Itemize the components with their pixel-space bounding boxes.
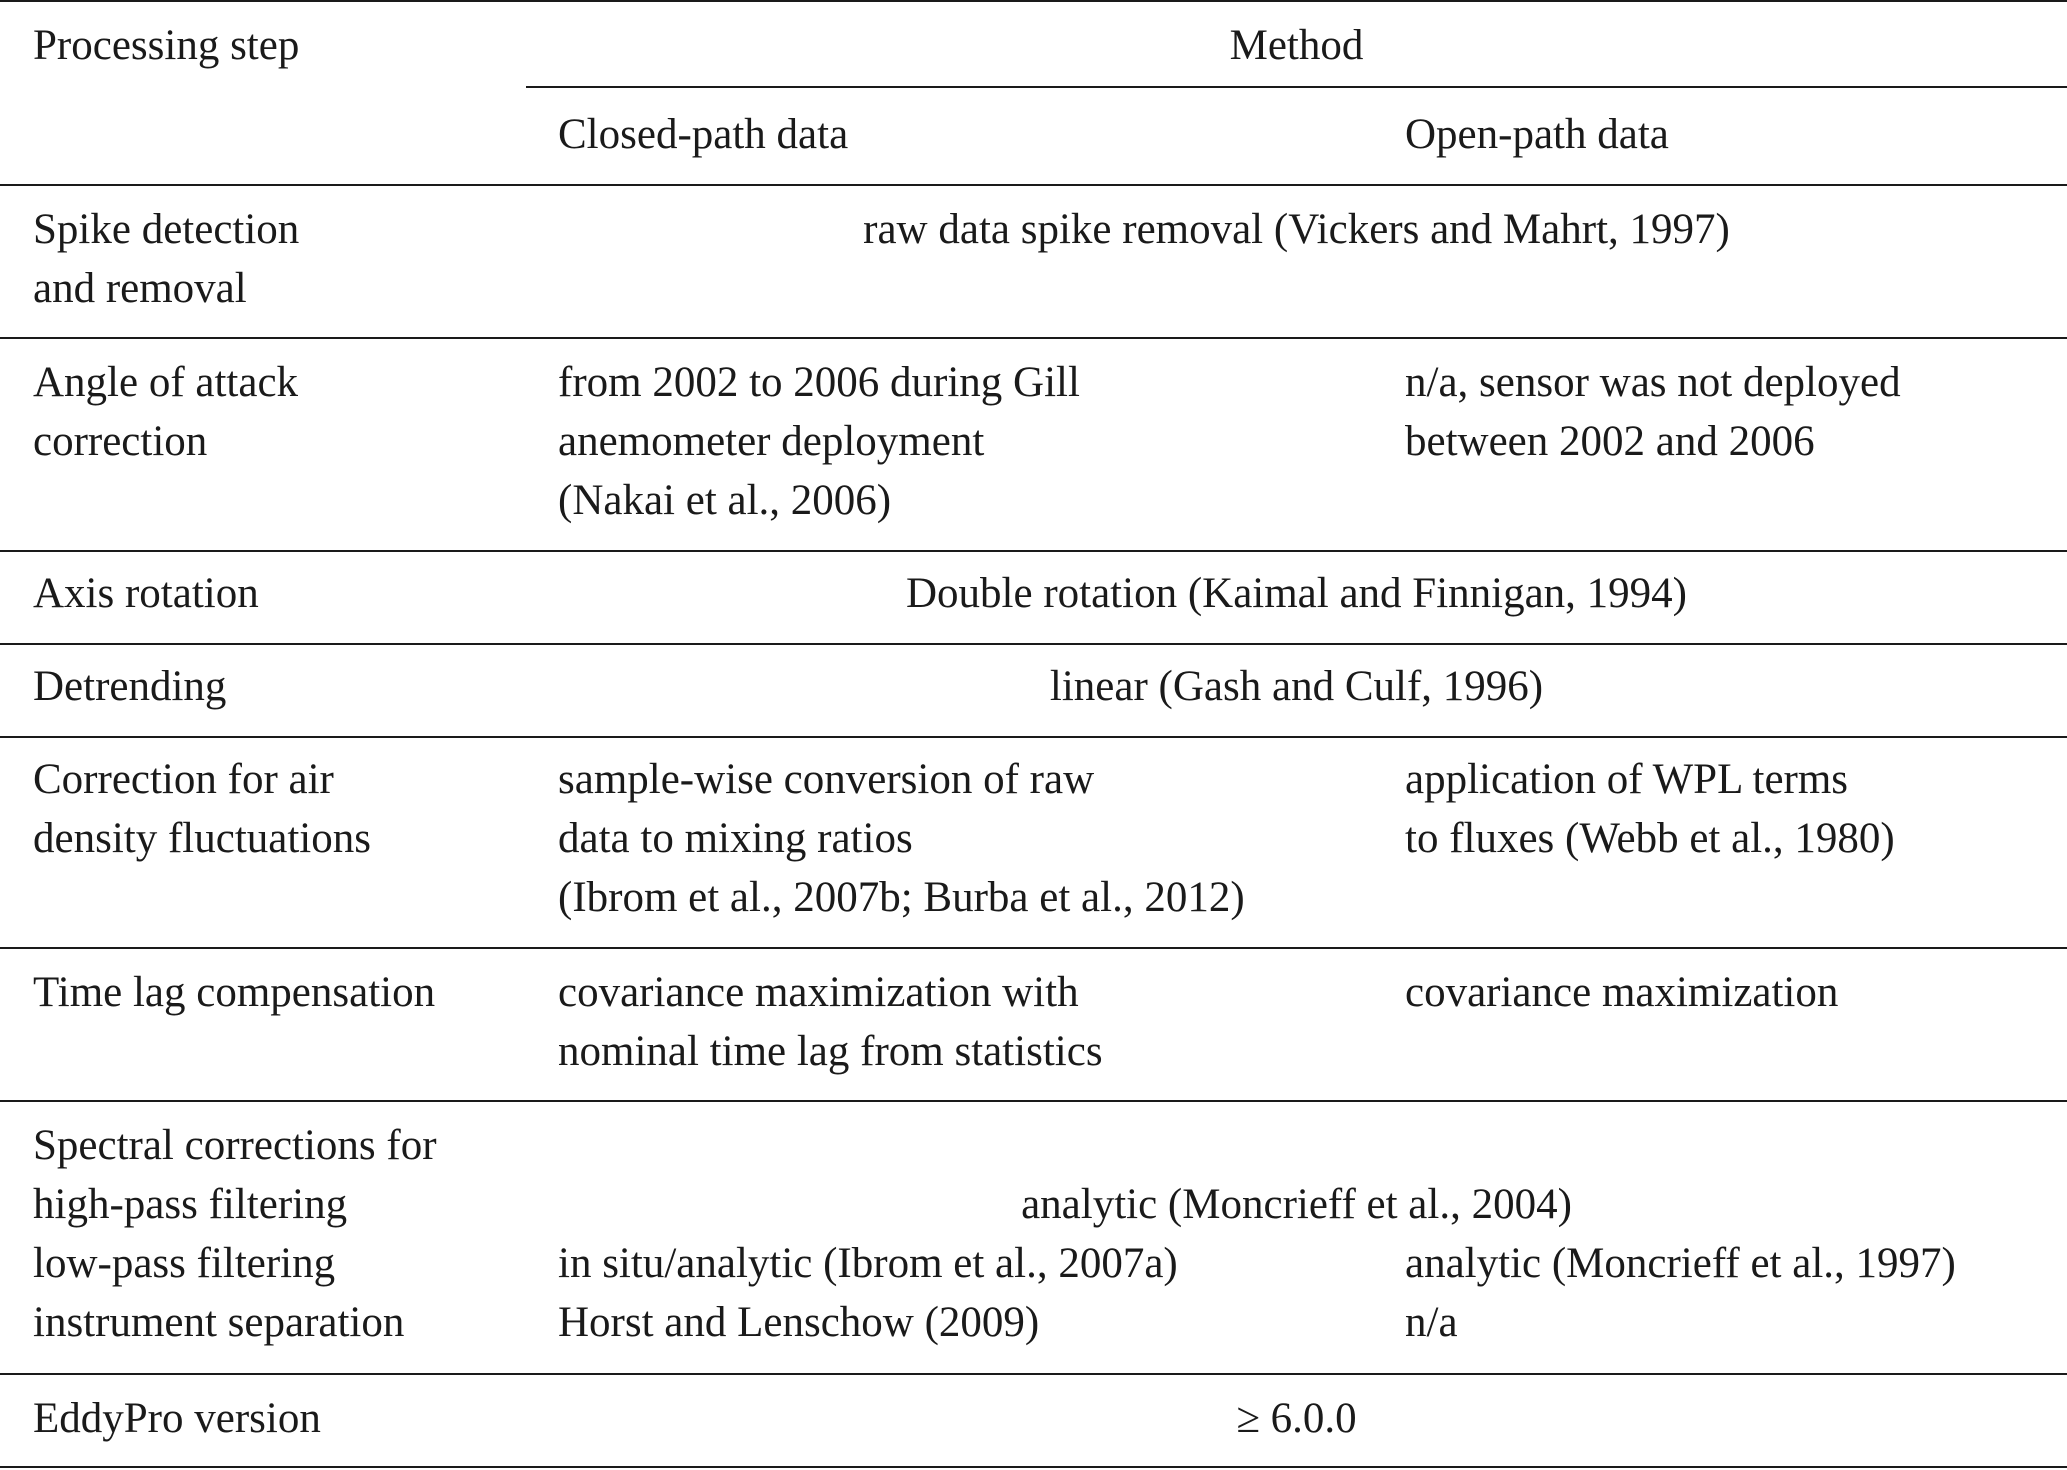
method-both: raw data spike removal (Vickers and Mahrt, 1997) [863, 206, 1730, 253]
method-both: Double rotation (Kaimal and Finnigan, 1994) [905, 570, 1687, 617]
step-label: Spike detection [33, 206, 300, 253]
open-method: between 2002 and 2006 [1405, 418, 1815, 465]
method-rule [526, 86, 2067, 88]
closed-method: (Nakai et al., 2006) [558, 477, 892, 524]
separation-closed: Horst and Lenschow (2009) [558, 1299, 1040, 1346]
step-label: Angle of attack [33, 359, 299, 406]
row-rule-angle [0, 550, 2067, 552]
header-processing-step: Processing step [33, 22, 300, 69]
row-rule-detrend [0, 736, 2067, 738]
lowpass-closed: in situ/analytic (Ibrom et al., 2007a) [558, 1240, 1178, 1287]
method-both: ≥ 6.0.0 [1236, 1395, 1357, 1442]
closed-method: from 2002 to 2006 during Gill [558, 359, 1080, 406]
row-rule-spectral [0, 1373, 2067, 1375]
step-label: and removal [33, 265, 247, 312]
header-open-path: Open-path data [1405, 111, 1669, 158]
step-label: EddyPro version [33, 1395, 321, 1442]
open-method: covariance maximization [1405, 969, 1839, 1016]
step-label: Time lag compensation [33, 969, 436, 1016]
step-label: Axis rotation [33, 570, 259, 617]
header-bottom-rule [0, 184, 2067, 186]
bottom-rule [0, 1466, 2067, 1468]
step-label: low-pass filtering [33, 1240, 336, 1287]
row-rule-spike [0, 337, 2067, 339]
separation-open: n/a [1405, 1299, 1458, 1346]
step-label: density fluctuations [33, 815, 371, 862]
step-label: instrument separation [33, 1299, 405, 1346]
closed-method: nominal time lag from statistics [558, 1028, 1103, 1075]
header-closed-path: Closed-path data [558, 111, 849, 158]
lowpass-open: analytic (Moncrieff et al., 1997) [1405, 1240, 1956, 1287]
method-both: linear (Gash and Culf, 1996) [1049, 663, 1544, 710]
row-rule-density [0, 947, 2067, 949]
step-label: Correction for air [33, 756, 334, 803]
header-method: Method [1229, 22, 1364, 69]
closed-method: covariance maximization with [558, 969, 1079, 1016]
closed-method: sample-wise conversion of raw [558, 756, 1095, 803]
row-rule-axis [0, 643, 2067, 645]
step-label: Spectral corrections for [33, 1122, 437, 1169]
open-method: application of WPL terms [1405, 756, 1849, 803]
step-label: correction [33, 418, 208, 465]
closed-method: data to mixing ratios [558, 815, 913, 862]
highpass-method-both: analytic (Moncrieff et al., 2004) [1021, 1181, 1572, 1228]
row-rule-timelag [0, 1100, 2067, 1102]
open-method: to fluxes (Webb et al., 1980) [1405, 815, 1895, 862]
open-method: n/a, sensor was not deployed [1405, 359, 1901, 406]
closed-method: (Ibrom et al., 2007b; Burba et al., 2012) [558, 874, 1245, 921]
step-label: Detrending [33, 663, 227, 710]
top-rule [0, 0, 2067, 2]
closed-method: anemometer deployment [558, 418, 985, 465]
step-label: high-pass filtering [33, 1181, 348, 1228]
